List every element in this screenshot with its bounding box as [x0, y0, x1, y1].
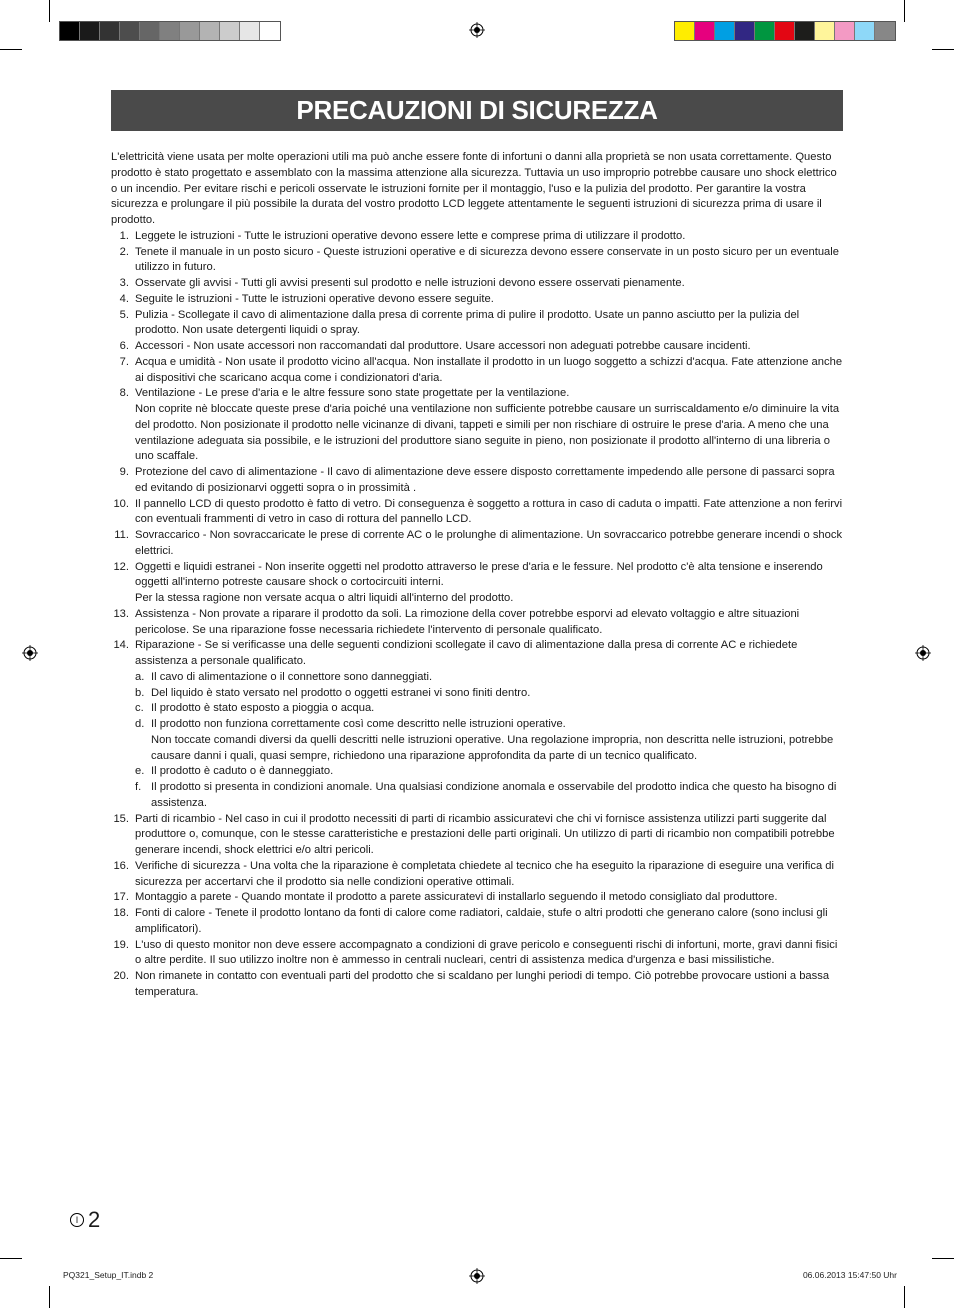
color-swatch [80, 22, 100, 40]
title-banner [111, 90, 843, 131]
color-swatch [815, 22, 835, 40]
item-text: Fonti di calore - Tenete il prodotto lontano da fonti di calore come radiatori, caldaie, stufe o altri prodotti che generano calore (sono inclusi gli amplificatori). [135, 907, 828, 935]
process-color-bar [674, 21, 896, 41]
item-number: 1. [119, 229, 129, 242]
registration-mark-icon [469, 1268, 485, 1284]
precautions-list [111, 229, 843, 1001]
color-swatch [835, 22, 855, 40]
sub-item-extra-text: Non toccate comandi diversi da quelli descritti nelle istruzioni operative. Una regolazione impropria, non descritta nelle istruzioni, potrebbe causare danni i quali, quasi sempre, richiedono una riparazione approfondita da parte di un tecnico qualificato. [151, 733, 834, 762]
color-swatch [260, 22, 280, 40]
page-number: 2 [88, 1207, 101, 1232]
list-item [111, 245, 843, 277]
item-text: Leggete le istruzioni - Tutte le istruzioni operative devono essere lette e comprese prima di utilizzare il prodotto. [135, 229, 686, 242]
sub-item-letter: d. [135, 718, 145, 730]
color-swatch [675, 22, 695, 40]
sub-list-item [135, 686, 843, 702]
sub-item-text: Il prodotto si presenta in condizioni anomale. Una qualsiasi condizione anomala e osservabile del prodotto indica che questo ha bisogno di assistenza. [151, 781, 837, 809]
color-swatch [795, 22, 815, 40]
color-swatch [240, 22, 260, 40]
color-swatch [180, 22, 200, 40]
item-text: L'uso di questo monitor non deve essere accompagnato a condizioni di grave pericolo e conseguenti rischi di infortuni, morte, gravi danni fisici o altre perdite. Il suo utilizzo inoltre non è ammesso in centrali nucleari, centri di assistenza medica d'urgenza e basi missilistiche. [135, 938, 838, 967]
sub-item-letter: f. [135, 781, 142, 793]
sub-item-text: Del liquido è stato versato nel prodotto o oggetti estranei vi sono finiti dentro. [151, 686, 531, 699]
item-text: Oggetti e liquidi estranei - Non inserite oggetti nel prodotto attraverso le prese d'aria e le fessure. Nel prodotto c'è alta tensione e inserendo oggetti all'interno potreste causare shock o cortocircuiti interni. [135, 560, 823, 589]
item-number: 20. [113, 970, 129, 982]
language-mark: I [70, 1213, 84, 1227]
list-item [111, 355, 843, 387]
safety-text [111, 150, 843, 1001]
grayscale-color-bar [59, 21, 281, 41]
item-extra-text: Non coprite nè bloccate queste prese d'aria poiché una ventilazione non sufficiente potrebbe causare un surriscaldamento e/o diminuire la vita del prodotto. Non posizionate il prodotto nelle vicinanze di divani, tappeti e simili per non rischiare di ostruire le prese d'aria. A meno che una ventilazione adeguata sia possibile, e le istruzioni del produttore siano seguite in pieno, non posizionate il prodotto all'interno di una libreria o uno scaffale. [135, 403, 840, 463]
sub-item-letter: c. [135, 702, 144, 715]
list-item [111, 339, 843, 355]
item-text: Non rimanete in contatto con eventuali parti del prodotto che si scaldano per lunghi periodi di tempo. Ciò potrebbe provocare ustioni a bassa temperatura. [135, 970, 830, 998]
color-swatch [160, 22, 180, 40]
sub-item-text: Il prodotto è stato esposto a pioggia o acqua. [151, 702, 375, 715]
color-swatch [775, 22, 795, 40]
sub-item-letter: a. [135, 670, 145, 683]
list-item [111, 938, 843, 970]
item-text: Verifiche di sicurezza - Una volta che la riparazione è completata chiedete al tecnico che ha eseguito la riparazione di eseguire una verifica di sicurezza per accertarvi che il prodotto sia nelle condizioni operative ottimali. [135, 859, 834, 888]
sub-item-text: Il prodotto non funziona correttamente così come descritto nelle istruzioni operative. [151, 718, 566, 730]
item-number: 12. [113, 560, 129, 573]
item-number: 5. [119, 308, 129, 321]
page-title: PRECAUZIONI DI SICUREZZA [296, 95, 658, 125]
item-number: 13. [113, 607, 129, 620]
page-number-block [70, 1207, 100, 1233]
item-text: Il pannello LCD di questo prodotto è fatto di vetro. Di conseguenza è soggetto a rottura in caso di caduta o impatti. Fate attenzione a non ferirvi con eventuali frammenti di vetro in caso di rottura del pannello LCD. [135, 497, 843, 526]
sub-list-item [135, 670, 843, 686]
item-text: Protezione del cavo di alimentazione - Il cavo di alimentazione deve essere disposto correttamente impedendo alle persone di passarci sopra ed evitando di posizionarvi oggetti sopra o in prossimità . [135, 466, 835, 494]
list-item [111, 292, 843, 308]
sub-list-item [135, 701, 843, 717]
list-item [111, 528, 843, 560]
list-item [111, 276, 843, 292]
color-swatch [220, 22, 240, 40]
item-number: 15. [113, 812, 129, 825]
item-number: 4. [119, 292, 129, 305]
color-swatch [140, 22, 160, 40]
sub-list-item [135, 780, 843, 812]
list-item [111, 812, 843, 859]
list-item [111, 638, 843, 811]
item-text: Osservate gli avvisi - Tutti gli avvisi presenti sul prodotto e nelle istruzioni devono essere osservati pienamente. [135, 277, 685, 289]
list-item [111, 859, 843, 891]
color-swatch [855, 22, 875, 40]
sub-list-item [135, 764, 843, 780]
item-text: Acqua e umidità - Non usate il prodotto vicino all'acqua. Non installate il prodotto in un luogo soggetto a schizzi d'acqua. Fate attenzione anche ai dispositivi che scaricano acqua come i condizionatori d'aria. [135, 355, 843, 384]
item-text: Riparazione - Se si verificasse una delle seguenti condizioni scollegate il cavo di alimentazione dalla presa di corrente AC e richiedete assistenza a personale qualificato. [135, 639, 798, 667]
registration-mark-icon [22, 645, 38, 661]
color-swatch [120, 22, 140, 40]
registration-mark-icon [469, 22, 485, 38]
item-extra-text: Per la stessa ragione non versate acqua o altri liquidi all'interno del prodotto. [135, 592, 514, 604]
list-item [111, 308, 843, 340]
color-swatch [100, 22, 120, 40]
sub-list [135, 670, 843, 812]
list-item [111, 969, 843, 1001]
item-number: 11. [114, 529, 129, 541]
color-swatch [875, 22, 895, 40]
item-number: 16. [113, 859, 129, 872]
registration-mark-icon [915, 645, 931, 661]
item-number: 17. [113, 891, 129, 904]
color-swatch [200, 22, 220, 40]
sub-item-letter: e. [135, 765, 145, 778]
list-item [111, 560, 843, 607]
item-number: 8. [119, 387, 129, 400]
item-number: 9. [119, 466, 129, 478]
item-text: Accessori - Non usate accessori non raccomandati dal produttore. Usare accessori non adeguati potrebbe causare incidenti. [135, 340, 751, 352]
sub-list-item [135, 717, 843, 764]
item-text: Pulizia - Scollegate il cavo di alimentazione dalla presa di corrente prima di pulire il prodotto. Usate un panno asciutto per la pulizia del prodotto. Non usate detergenti liquidi o spray. [135, 308, 800, 337]
item-number: 18. [113, 907, 129, 919]
item-text: Sovraccarico - Non sovraccaricate le prese di corrente AC o le prolunghe di alimentazione. Un sovraccarico potrebbe generare incendi o shock elettrici. [135, 529, 843, 557]
list-item [111, 607, 843, 639]
sub-item-letter: b. [135, 686, 145, 699]
item-text: Montaggio a parete - Quando montate il prodotto a parete assicuratevi di installarlo seguendo il metodo consigliato dal produttore. [135, 891, 778, 904]
item-text: Tenete il manuale in un posto sicuro - Queste istruzioni operative e di sicurezza devono essere conservate in un posto sicuro per un eventuale utilizzo in futuro. [135, 245, 839, 274]
color-swatch [715, 22, 735, 40]
item-number: 7. [119, 355, 129, 368]
color-swatch [735, 22, 755, 40]
list-item [111, 229, 843, 245]
footer-file-name: PQ321_Setup_IT.indb 2 [63, 1270, 154, 1280]
item-number: 19. [113, 938, 129, 951]
color-swatch [755, 22, 775, 40]
item-number: 3. [119, 277, 129, 289]
list-item [111, 465, 843, 497]
item-text: Seguite le istruzioni - Tutte le istruzioni operative devono essere seguite. [135, 292, 494, 305]
item-number: 10. [113, 497, 129, 510]
list-item [111, 906, 843, 938]
item-text: Assistenza - Non provate a riparare il prodotto da soli. La rimozione della cover potrebbe esporvi ad elevato voltaggio e altre situazioni pericolose. Se una riparazione fosse necessaria richiedete l'intervento di personale qualificato. [135, 607, 800, 636]
list-item [111, 890, 843, 906]
item-number: 6. [119, 340, 129, 352]
color-swatch [60, 22, 80, 40]
footer-timestamp: 06.06.2013 15:47:50 Uhr [802, 1270, 897, 1280]
intro-paragraph: L'elettricità viene usata per molte operazioni utili ma può anche essere fonte di infortuni o danni alla proprietà se non usata correttamente. Questo prodotto è stato progettato e assemblato con la massima attenzione alla sicurezza. Tuttavia un uso improprio potrebbe causare uno shock elettrico o un incendio. Per evitare rischi e pericoli osservate le istruzioni fornite per il montaggio, l'uso e la pulizia del prodotto. Per garantire la vostra sicurezza e prolungare il più possibile la durata del vostro prodotto LCD leggete attentamente le seguenti istruzioni di sicurezza prima di usare il prodotto. [111, 151, 837, 226]
sub-item-text: Il prodotto è caduto o è danneggiato. [151, 765, 334, 778]
list-item [111, 386, 843, 465]
item-text: Ventilazione - Le prese d'aria e le altre fessure sono state progettate per la ventilazione. [135, 387, 570, 400]
list-item [111, 497, 843, 529]
item-text: Parti di ricambio - Nel caso in cui il prodotto necessiti di parti di ricambio assicuratevi che chi vi fornisce assistenza utilizzi parti suggerite dal produttore o, comunque, con le stesse caratteristiche e prestazioni delle parti originali. Un utilizzo di parti di ricambio non compatibili potrebbe generare incendi, shock elettrici e/o altri pericoli. [135, 812, 835, 856]
item-number: 2. [119, 245, 129, 258]
color-swatch [695, 22, 715, 40]
sub-item-text: Il cavo di alimentazione o il connettore sono danneggiati. [151, 670, 433, 683]
item-number: 14. [113, 639, 129, 652]
